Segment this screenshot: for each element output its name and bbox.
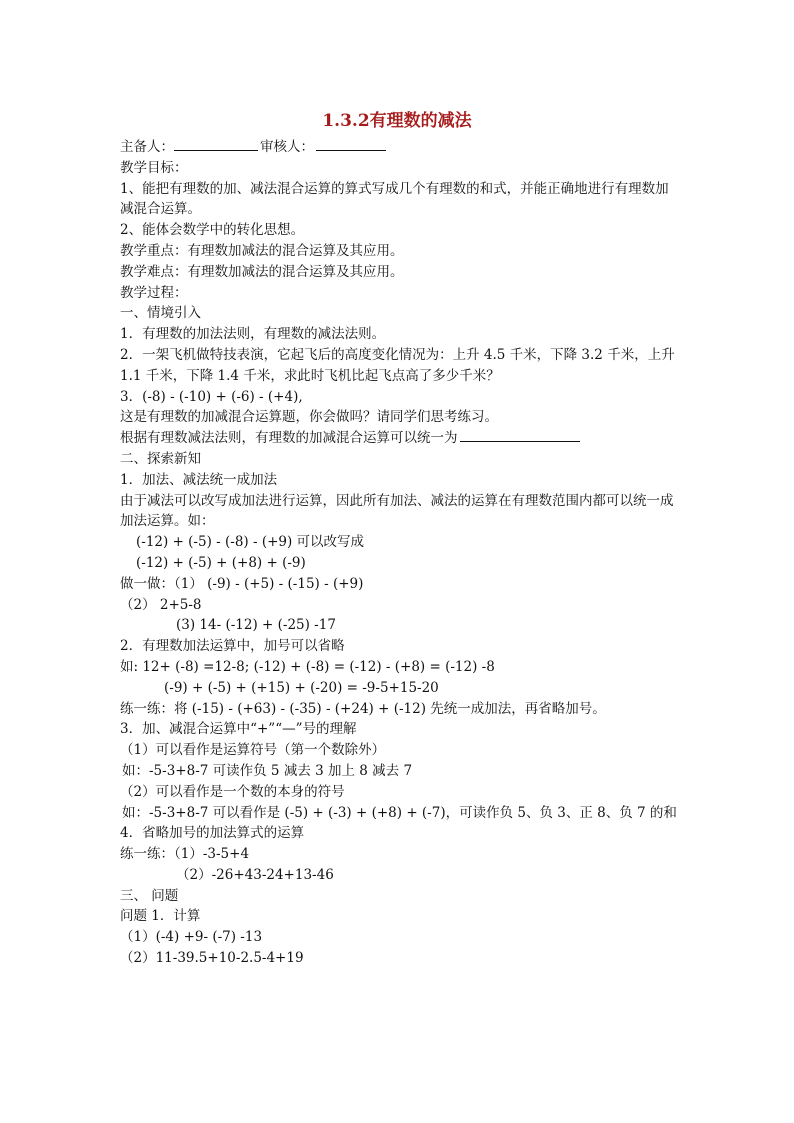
section-1-line: 这是有理数的加减混合运算题，你会做吗？请同学们思考练习。	[120, 409, 498, 426]
section-2-line: （1）可以看作是运算符号（第一个数除外）	[120, 742, 386, 759]
key-point: 教学重点：有理数加减法的混合运算及其应用。	[120, 242, 404, 259]
section-2-line: (3) 14- (-12) + (-25) -17	[176, 617, 336, 634]
section-1-heading: 一、情境引入	[120, 305, 201, 322]
section-2-line: 2．有理数加法运算中，加号可以省略	[120, 638, 345, 655]
section-2-line: 4．省略加号的加法算式的运算	[120, 825, 305, 842]
objectives-heading: 教学目标：	[120, 159, 188, 176]
section-2-line: 如：-5-3+8-7 可读作负 5 减去 3 加上 8 减去 7	[122, 762, 413, 779]
preparer-blank	[174, 149, 258, 151]
objective-1: 1、能把有理数的加、减法混合运算的算式写成几个有理数的和式，并能正确地进行有理数加减混合运算。	[120, 180, 669, 218]
section-1-line: 1．有理数的加法法则，有理数的减法法则。	[120, 326, 386, 343]
section-2-line: (-9) + (-5) + (+15) + (-20) = -9-5+15-20	[164, 679, 439, 696]
document-body	[120, 137, 680, 969]
difficulty-point: 教学难点：有理数加减法的混合运算及其应用。	[120, 263, 404, 280]
section-1-line: 2．一架飞机做特技表演，它起飞后的高度变化情况为：上升 4.5 千米，下降 3.2 千米，上升 1.1 千米，下降 1.4 千米，求此时飞机比起飞点高了多少千米？	[120, 346, 675, 384]
fill-in-text: 根据有理数减法法则，有理数的加减混合运算可以统一为	[120, 430, 458, 447]
answer-blank	[460, 440, 580, 442]
section-2-line: 练一练：将 (-15) - (+63) - (-35) - (+24) + (-12) 先统一成加法，再省略加号。	[120, 700, 606, 717]
section-1-line: 3．(-8) - (-10) + (-6) - (+4),	[120, 388, 303, 405]
process-heading: 教学过程：	[120, 284, 188, 301]
prep-line	[120, 137, 680, 158]
section-2-line: 由于减法可以改写成加法进行运算，因此所有加法、减法的运算在有理数范围内都可以统一成加法运算。如：	[120, 492, 674, 530]
section-2-line: 3．加、减混合运算中“+”“—”号的理解	[120, 721, 357, 738]
section-3-line: （1）(-4) +9- (-7) -13	[120, 929, 263, 946]
section-2-line: 做一做：（1） (-9) - (+5) - (-15) - (+9)	[120, 575, 364, 592]
section-2-line: (-12) + (-5) + (+8) + (-9)	[136, 554, 306, 571]
section-3-line: （2）11-39.5+10-2.5-4+19	[120, 950, 304, 967]
section-2-line: 1．加法、减法统一成加法	[120, 471, 278, 488]
section-2-line: （2）-26+43-24+13-46	[176, 866, 334, 883]
section-2-line: （2） 2+5-8	[120, 596, 202, 613]
section-2-line: 如: 12+ (-8) =12-8; (-12) + (-8) = (-12) - (+8) = (-12) -8	[120, 658, 495, 675]
section-2-line: (-12) + (-5) - (-8) - (+9) 可以改写成	[136, 534, 365, 551]
reviewer-blank	[316, 149, 386, 151]
fill-in-line	[120, 428, 680, 449]
section-2-line: 练一练：（1）-3-5+4	[120, 846, 250, 863]
section-2-heading: 二、探索新知	[120, 450, 201, 467]
section-2-line: 如：-5-3+8-7 可以看作是 (-5) + (-3) + (+8) + (-7)，可读作负 5、负 3、正 8、负 7 的和	[122, 804, 677, 821]
preparer-label: 主备人：	[120, 139, 174, 155]
section-3-heading: 三、 问题	[120, 887, 179, 904]
section-3-line: 问题 1．计算	[120, 908, 201, 925]
objective-2: 2、能体会数学中的转化思想。	[120, 222, 305, 239]
section-2-line: （2）可以看作是一个数的本身的符号	[120, 783, 345, 800]
page-title: 1.3.2有理数的减法	[322, 111, 472, 131]
reviewer-label: 审核人：	[260, 139, 314, 155]
